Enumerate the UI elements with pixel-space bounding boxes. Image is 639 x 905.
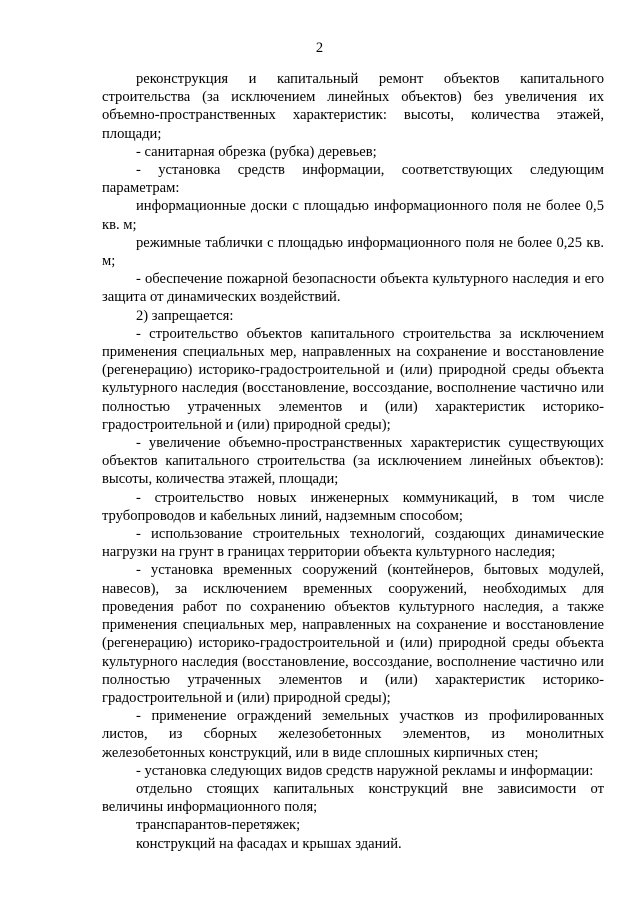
paragraph-temporary-structures: - установка временных сооружений (контейнеров, бытовых модулей, навесов), за исключением временных сооружений, необходимых для проведения работ по сохранению объектов культурного наследия, а также применения специальных мер, направленных на сохранение и восстановление (регенерацию) историко-градостроительной и (или) природной среды объекта культурного наследия (восстановление, воссоздание, восполнение частично или полностью утраченных элементов и (или) характеристик историко-градостроительной и (или) природной среды); xyxy=(102,562,604,706)
paragraph-regime-plates: режимные таблички с площадью информационного поля не более 0,25 кв. м; xyxy=(102,234,604,270)
paragraph-info-means: - установка средств информации, соответствующих следующим параметрам: xyxy=(102,162,604,197)
paragraph-volume-increase: - увеличение объемно-пространственных характеристик существующих объектов капитального строительства (за исключением линейных объектов): высоты, количества этажей, площади; xyxy=(102,435,604,488)
paragraph-capital-construction: - строительство объектов капитального строительства за исключением применения специальных мер, направленных на сохранение и восстановление (регенерацию) историко-градостроительной и (или) природной среды объекта культурного наследия (восстановление, воссоздание, восполнение частично или полностью утраченных элементов и (или) характеристик историко-градостроительной и (или) природной среды); xyxy=(102,325,604,433)
paragraph-banners: транспарантов-перетяжек; xyxy=(136,817,301,834)
paragraph-facade-structures: конструкций на фасадах и крышах зданий. xyxy=(136,835,402,852)
paragraph-prohibited-heading: 2) запрещается: xyxy=(136,307,234,324)
page-number: 2 xyxy=(315,40,324,56)
paragraph-fire-safety: - обеспечение пожарной безопасности объекта культурного наследия и его защита от динамических воздействий. xyxy=(102,271,604,306)
paragraph-engineering-communications: - строительство новых инженерных коммуникаций, в том числе трубопроводов и кабельных линий, надземным способом; xyxy=(102,489,604,524)
paragraph-sanitary-pruning: - санитарная обрезка (рубка) деревьев; xyxy=(136,143,377,160)
paragraph-dynamic-loads: - использование строительных технологий, создающих динамические нагрузки на грунт в границах территории объекта культурного наследия; xyxy=(102,526,604,561)
paragraph-standalone-structures: отдельно стоящих капитальных конструкций вне зависимости от величины информационного поля; xyxy=(102,780,604,816)
document-body xyxy=(102,70,604,853)
paragraph-info-boards: информационные доски с площадью информационного поля не более 0,5 кв. м; xyxy=(102,198,604,233)
paragraph-fences: - применение ограждений земельных участков из профилированных листов, из сборных железобетонных элементов, из монолитных железобетонных конструкций, или в виде сплошных кирпичных стен; xyxy=(102,708,604,761)
paragraph-advertising: - установка следующих видов средств наружной рекламы и информации: xyxy=(136,762,594,779)
paragraph-reconstruction: реконструкция и капитальный ремонт объектов капитального строительства (за исключением линейных объектов) без увеличения их объемно-пространственных характеристик: высоты, количества этажей, площади; xyxy=(102,71,604,142)
